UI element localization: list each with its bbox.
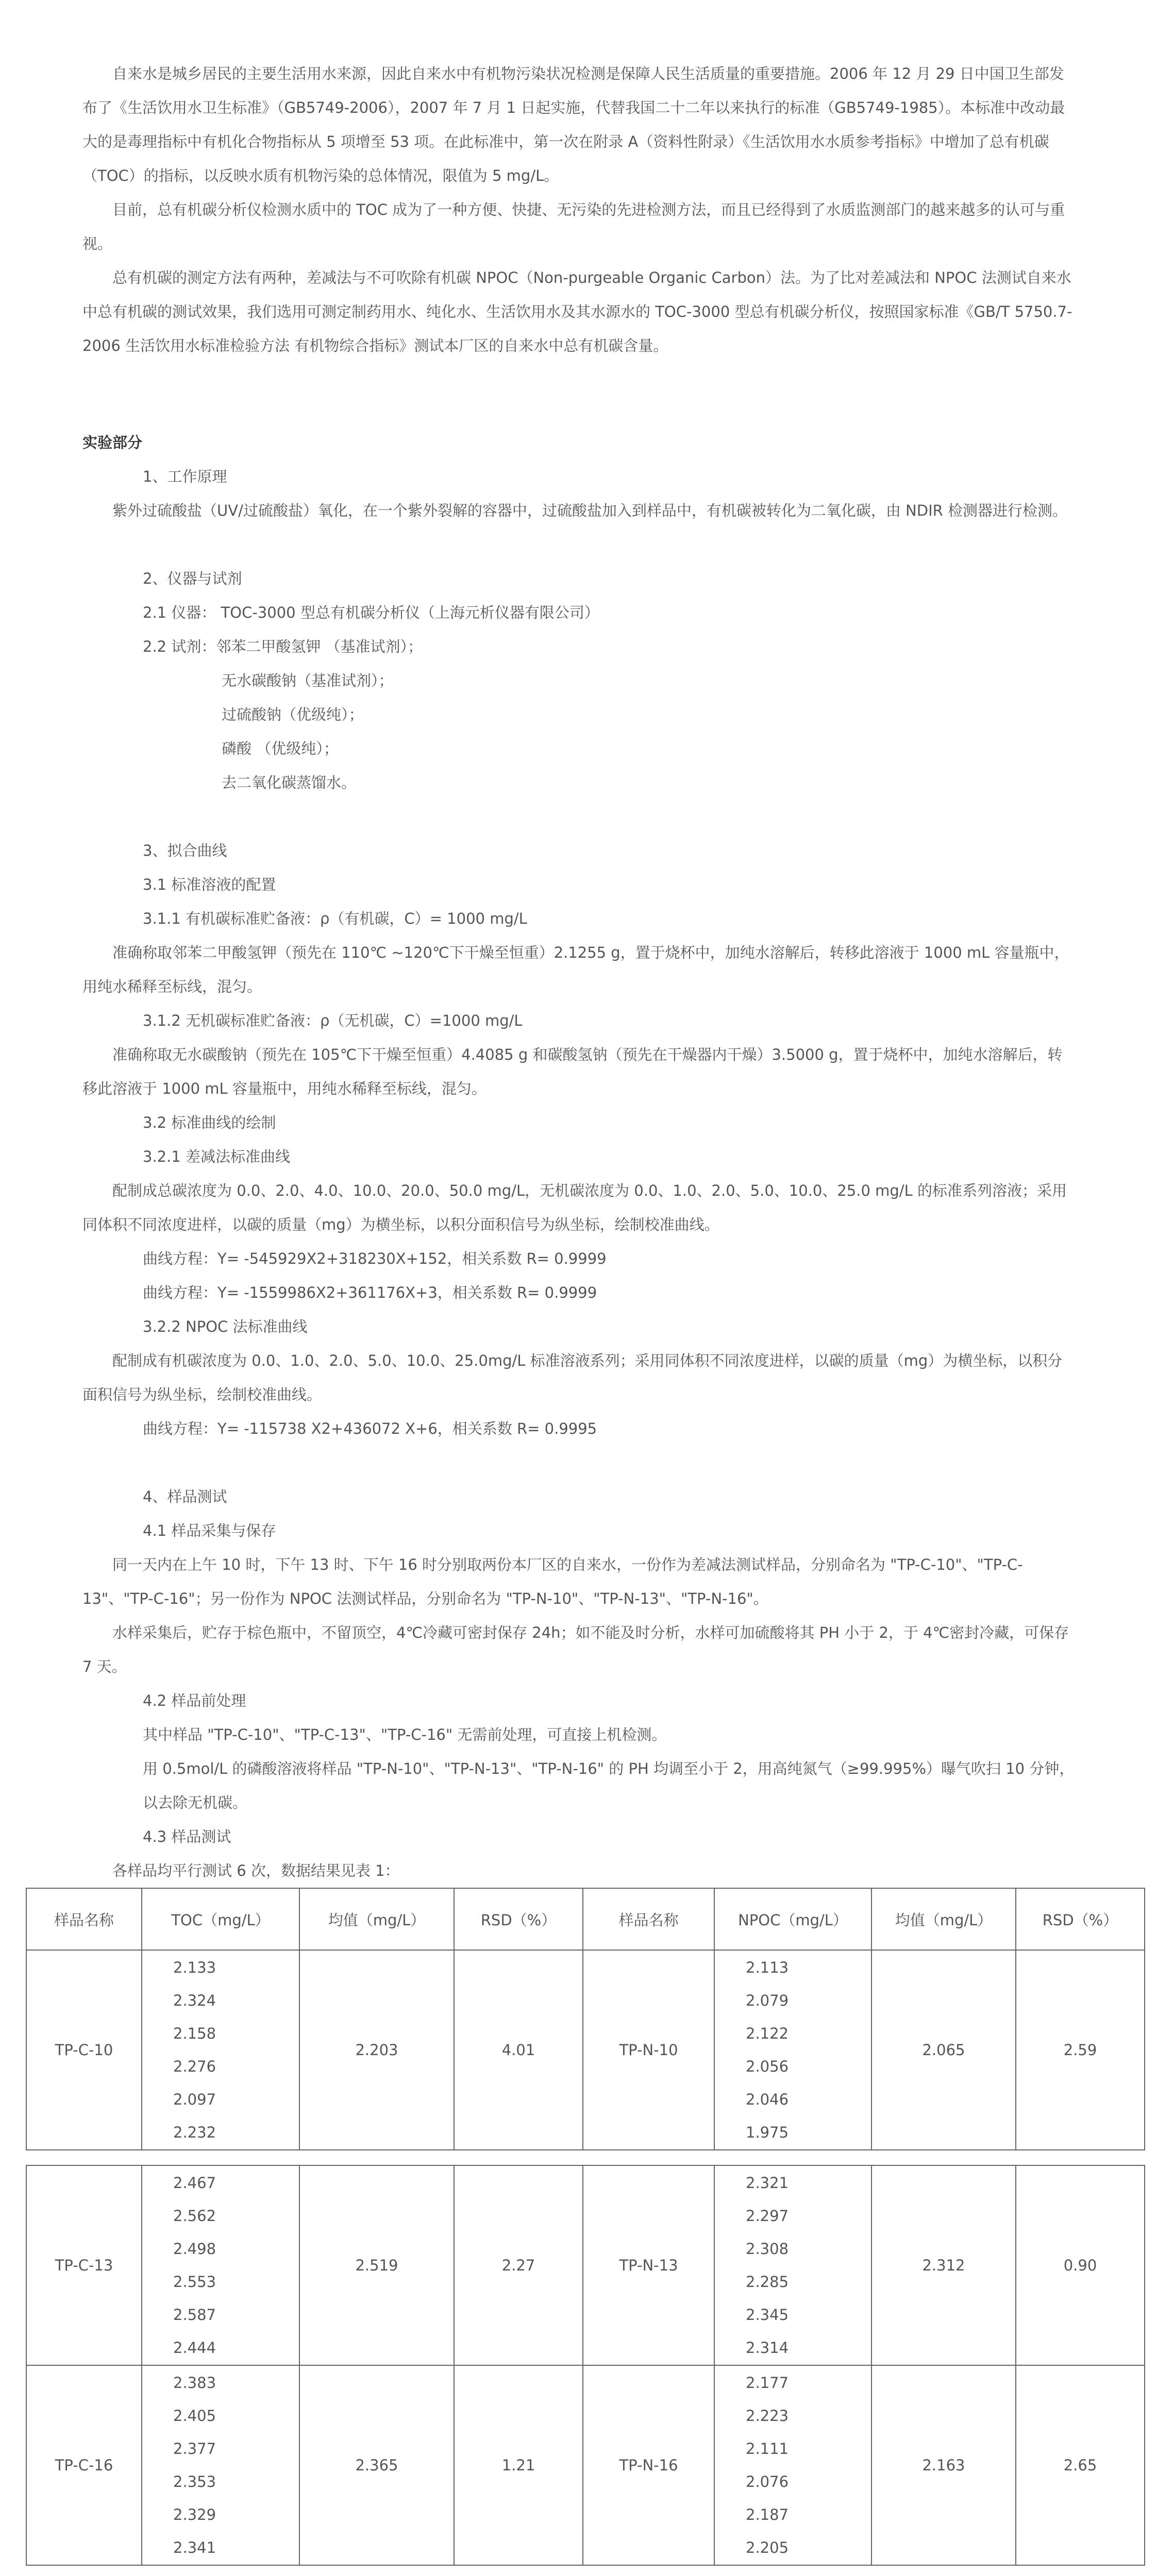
document-body [54,57,1118,2576]
npoc-value: 2.314 [746,2339,789,2357]
organic-carbon-stock-text: 准确称取邻苯二甲酸氢钾（预先在 110℃ ~120℃下干燥至恒重）2.1255 g，置于烧杯中，加纯水溶解后，转移此溶液于 1000 mL 容量瓶中，用纯水稀释至标线，混匀。 [82,944,1069,995]
heading-organic-carbon-stock: 3.1.1 有机碳标准贮备液：ρ（有机碳，C）= 1000 mg/L [143,910,527,927]
npoc-value: 2.345 [746,2306,789,2324]
npoc-value: 2.187 [746,2506,789,2523]
toc-value: 2.097 [173,2091,216,2108]
heading-inorganic-carbon-stock: 3.1.2 无机碳标准贮备液：ρ（无机碳，C）=1000 mg/L [143,1012,523,1029]
npoc-values-cell [714,1950,871,2150]
npoc-value: 2.113 [746,1959,789,1976]
toc-value: 2.405 [173,2407,216,2425]
table-row [26,2365,1145,2565]
pretreatment-text-2: 用 0.5mol/L 的磷酸溶液将样品 "TP-N-10"、"TP-N-13"、"TP-N-16" 的 PH 均调至小于 2，用高纯氮气（≥99.995%）曝气吹扫 10 分钟，以去除无机碳。 [143,1760,1075,1811]
toc-value: 2.341 [173,2539,216,2556]
heading-fitting-curve: 3、拟合曲线 [143,842,227,859]
heading-difference-curve: 3.2.1 差减法标准曲线 [143,1148,291,1165]
heading-instruments-reagents: 2、仪器与试剂 [143,570,242,587]
reagent-item: 去二氧化碳蒸馏水。 [222,774,357,791]
toc-value: 2.232 [173,2124,216,2141]
difference-curve-text: 配制成总碳浓度为 0.0、2.0、4.0、10.0、20.0、50.0 mg/L，无机碳浓度为 0.0、1.0、2.0、5.0、10.0、25.0 mg/L 的标准系列溶液；采用同体积不同浓度进样，以碳的质量（mg）为横坐标，以积分面积信号为纵坐标，绘制校准曲线。 [82,1182,1067,1233]
results-table-part-1 [26,1888,1145,2150]
npoc-value: 2.205 [746,2539,789,2556]
heading-sample-test: 4.3 样品测试 [143,1828,231,1845]
npoc-value: 2.076 [746,2473,789,2490]
toc-value: 2.383 [173,2374,216,2392]
toc-value: 2.353 [173,2473,216,2490]
sample-name-cell: TP-N-13 [583,2165,714,2365]
npoc-value: 2.285 [746,2273,789,2291]
curve-equation-1: 曲线方程：Y= -545929X2+318230X+152，相关系数 R= 0.9999 [143,1250,607,1267]
npoc-values-cell [714,2365,871,2565]
npoc-value: 1.975 [746,2124,789,2141]
toc-value: 2.329 [173,2506,216,2523]
toc-values-cell [142,2365,299,2565]
sample-name-cell: TP-N-10 [583,1950,714,2150]
sample-name-cell: TP-N-16 [583,2365,714,2565]
pretreatment-text-1: 其中样品 "TP-C-10"、"TP-C-13"、"TP-C-16" 无需前处理，可直接上机检测。 [143,1726,667,1743]
reagent-line-first: 2.2 试剂：邻苯二甲酸氢钾 （基准试剂）； [143,638,423,655]
intro-paragraph-2: 目前，总有机碳分析仪检测水质中的 TOC 成为了一种方便、快捷、无污染的先进检测方法，而且已经得到了水质监测部门的越来越多的认可与重视。 [82,201,1065,252]
curve-equation-3: 曲线方程：Y= -115738 X2+436072 X+6，相关系数 R= 0.9995 [143,1420,597,1437]
npoc-curve-text: 配制成有机碳浓度为 0.0、1.0、2.0、5.0、10.0、25.0mg/L 标准溶液系列；采用同体积不同浓度进样，以碳的质量（mg）为横坐标，以积分面积信号为纵坐标，绘制校准曲线。 [82,1352,1063,1403]
rsd-cell: 4.01 [454,1950,583,2150]
results-table-part-2 [26,2165,1145,2566]
toc-value: 2.158 [173,2025,216,2042]
npoc-value: 2.122 [746,2025,789,2042]
intro-paragraph-1: 自来水是城乡居民的主要生活用水来源，因此自来水中有机物污染状况检测是保障人民生活质量的重要措施。2006 年 12 月 29 日中国卫生部发布了《生活饮用水卫生标准》（GB5749-2006），2007 年 7 月 1 日起实施，代替我国二十二年以来执行的标准（GB5749-1985）。本标准中改动最大的是毒理指标中有机化合物指标从 5 项增至 53 项。在此标准中，第一次在附录 A（资料性附录）《生活饮用水水质参考指标》中增加了总有机碳（TOC）的指标，以反映水质有机物污染的总体情况，限值为 5 mg/L。 [82,65,1065,184]
inorganic-carbon-stock-text: 准确称取无水碳酸钠（预先在 105℃下干燥至恒重）4.4085 g 和碳酸氢钠（预先在干燥器内干燥）3.5000 g，置于烧杯中，加纯水溶解后，转移此溶液于 1000 mL 容量瓶中，用纯水稀释至标线，混匀。 [82,1046,1063,1097]
instrument-line: 2.1 仪器： TOC-3000 型总有机碳分析仪（上海元析仪器有限公司） [143,604,599,621]
toc-value: 2.377 [173,2440,216,2458]
npoc-values-cell [714,2165,871,2365]
working-principle-text: 紫外过硫酸盐（UV/过硫酸盐）氧化，在一个紫外裂解的容器中，过硫酸盐加入到样品中，有机碳被转化为二氧化碳，由 NDIR 检测器进行检测。 [112,502,1068,519]
sample-collection-text-2: 水样采集后，贮存于棕色瓶中，不留顶空，4℃冷藏可密封保存 24h；如不能及时分析，水样可加硫酸将其 PH 小于 2，于 4℃密封冷藏，可保存 7 天。 [82,1624,1069,1675]
header-npoc: NPOC（mg/L） [714,1888,871,1950]
mean-cell: 2.312 [871,2165,1016,2365]
mean-cell: 2.065 [871,1950,1016,2150]
toc-value: 2.553 [173,2273,216,2291]
intro-paragraph-3: 总有机碳的测定方法有两种，差减法与不可吹除有机碳 NPOC（Non-purgeable Organic Carbon）法。为了比对差减法和 NPOC 法测试自来水中总有机碳的测试效果，我们选用可测定制药用水、纯化水、生活饮用水及其水源水的 TOC-3000 型总有机碳分析仪，按照国家标准《GB/T 5750.7-2006 生活饮用水标准检验方法 有机物综合指标》测试本厂区的自来水中总有机碳含量。 [82,269,1072,354]
sample-name-cell: TP-C-16 [26,2365,142,2565]
mean-cell: 2.163 [871,2365,1016,2565]
npoc-value: 2.079 [746,1992,789,2009]
npoc-value: 2.111 [746,2440,789,2458]
toc-values-cell [142,2165,299,2365]
header-rsd: RSD（%） [454,1888,583,1950]
toc-value: 2.324 [173,1992,216,2009]
sample-collection-text-1: 同一天内在上午 10 时，下午 13 时、下午 16 时分别取两份本厂区的自来水，一份作为差减法测试样品，分别命名为 "TP-C-10"、"TP-C-13"、"TP-C-16"；另一份作为 NPOC 法测试样品，分别命名为 "TP-N-10"、"TP-N-13"、"TP-N-16"。 [82,1556,1023,1607]
toc-value: 2.276 [173,2058,216,2075]
heading-standard-curve: 3.2 标准曲线的绘制 [143,1114,276,1131]
header-sample-name: 样品名称 [26,1888,142,1950]
header-mean: 均值（mg/L） [871,1888,1016,1950]
npoc-value: 2.046 [746,2091,789,2108]
rsd-cell: 1.21 [454,2365,583,2565]
npoc-value: 2.321 [746,2174,789,2192]
table-row [26,2165,1145,2365]
table-header-row [26,1888,1145,1950]
toc-value: 2.444 [173,2339,216,2357]
header-toc: TOC（mg/L） [142,1888,299,1950]
table-row [26,1950,1145,2150]
rsd-cell: 2.65 [1016,2365,1145,2565]
mean-cell: 2.519 [299,2165,454,2365]
heading-working-principle: 1、工作原理 [143,468,227,485]
npoc-value: 2.223 [746,2407,789,2425]
curve-equation-2: 曲线方程：Y= -1559986X2+361176X+3，相关系数 R= 0.9999 [143,1284,597,1301]
sample-name-cell: TP-C-10 [26,1950,142,2150]
toc-value: 2.587 [173,2306,216,2324]
section-title-experiment: 实验部分 [82,434,143,451]
sample-name-cell: TP-C-13 [26,2165,142,2365]
reagent-item: 无水碳酸钠（基准试剂）； [222,672,394,689]
toc-value: 2.498 [173,2240,216,2258]
mean-cell: 2.203 [299,1950,454,2150]
npoc-value: 2.056 [746,2058,789,2075]
toc-values-cell [142,1950,299,2150]
header-sample-name: 样品名称 [583,1888,714,1950]
heading-standard-solution: 3.1 标准溶液的配置 [143,876,276,893]
npoc-value: 2.297 [746,2207,789,2225]
rsd-cell: 0.90 [1016,2165,1145,2365]
header-rsd: RSD（%） [1016,1888,1145,1950]
heading-npoc-curve: 3.2.2 NPOC 法标准曲线 [143,1318,308,1335]
toc-value: 2.562 [173,2207,216,2225]
header-mean: 均值（mg/L） [299,1888,454,1950]
toc-value: 2.467 [173,2174,216,2192]
reagent-item: 过硫酸钠（优级纯）； [222,706,364,723]
mean-cell: 2.365 [299,2365,454,2565]
npoc-value: 2.308 [746,2240,789,2258]
heading-sample-collection: 4.1 样品采集与保存 [143,1522,276,1539]
toc-value: 2.133 [173,1959,216,1976]
rsd-cell: 2.27 [454,2165,583,2365]
reagent-item: 磷酸 （优级纯）； [222,740,339,757]
sample-test-text: 各样品均平行测试 6 次，数据结果见表 1： [112,1862,400,1879]
heading-pretreatment: 4.2 样品前处理 [143,1692,246,1709]
heading-sample-testing: 4、样品测试 [143,1488,227,1505]
npoc-value: 2.177 [746,2374,789,2392]
rsd-cell: 2.59 [1016,1950,1145,2150]
